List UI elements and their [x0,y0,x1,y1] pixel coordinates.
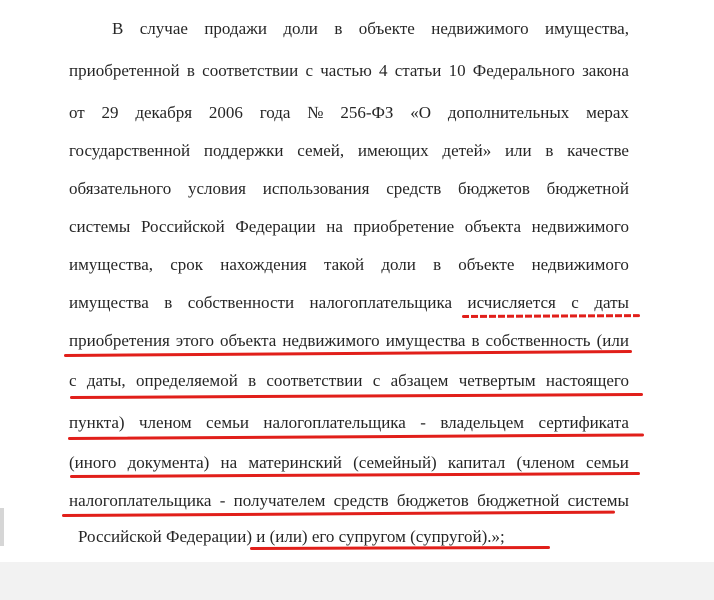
word: 10 [448,61,466,80]
paragraph-line-7 [69,250,629,280]
word: соответствии [266,371,363,390]
word: с [571,293,579,312]
word: средств [333,491,389,510]
word: имущества [69,293,149,312]
word: такой [323,255,365,274]
word: условия [187,179,246,198]
word: налогоплательщика [309,293,452,312]
word: качестве [567,141,629,160]
word: в [433,255,442,274]
word: объекта [220,331,277,350]
word: в [471,331,480,350]
word: в [186,61,195,80]
paragraph-line-8 [69,288,629,318]
red-underline-7 [250,546,550,550]
word: средств [386,179,442,198]
word: нахождения [220,255,307,274]
word: частью [320,61,372,80]
word: объекта [464,217,522,236]
word: владельцем [440,413,525,432]
scan-edge-mark [0,508,4,546]
word: имущества, [544,19,629,38]
word: семьи [206,413,249,432]
word: 256-ФЗ [340,103,394,122]
word: в [334,19,343,38]
word: 2006 [208,103,243,122]
word: бюджетной [477,491,560,510]
word: собственность [485,331,591,350]
word: от [69,103,85,122]
word: государственной [69,141,191,160]
word: продажи [204,19,267,38]
word: исчисляется [467,293,556,312]
paragraph-line-14: Российской Федерации) и (или) его супругом (супругой).»; [78,527,505,546]
word: приобретения [69,331,170,350]
word: или [504,141,532,160]
word: доли [381,255,416,274]
word: членом [139,413,192,432]
word: обязательного [69,179,172,198]
paragraph-line-3 [69,98,629,128]
word: срок [170,255,204,274]
word: бюджетов [396,491,469,510]
word: закона [582,61,629,80]
word: поддержки [203,141,284,160]
word: бюджетов [457,179,530,198]
word: пункта) [69,413,125,432]
paragraph-line-5 [69,174,629,204]
word: четвертым [458,371,536,390]
word: - [420,413,426,432]
word: системы [69,217,131,236]
word: (членом [516,453,575,472]
word: приобретенной [69,61,180,80]
word: абзацем [390,371,449,390]
word: В [112,19,124,38]
word: Российской [140,217,225,236]
word: этого [175,331,214,350]
word: системы [567,491,629,510]
word: семей, [297,141,345,160]
word: дополнительных [447,103,570,122]
word: (иного [69,453,117,472]
word: материнский [248,453,342,472]
word: с [305,61,314,80]
word: семьи [585,453,629,472]
word: имущества, [69,255,153,274]
paragraph-line-4 [69,136,629,166]
word: сертификата [538,413,629,432]
paragraph-line-6 [69,212,629,242]
word: настоящего [545,371,629,390]
word: использования [262,179,370,198]
word: в [248,371,257,390]
word: декабря [135,103,193,122]
word: налогоплательщика [263,413,406,432]
word: Федерального [472,61,575,80]
word: детей» [442,141,492,160]
word: объекте [358,19,415,38]
word: на [220,453,238,472]
word: (или [596,331,629,350]
word: 29 [101,103,119,122]
word: имеющих [357,141,429,160]
word: № [307,103,324,122]
word: объекте [458,255,515,274]
word: документа) [127,453,210,472]
word: года [259,103,291,122]
word: в [164,293,173,312]
word: Федерации [235,217,316,236]
paragraph-line-2 [69,56,629,86]
word: бюджетной [546,179,629,198]
word: недвижимого [431,19,529,38]
word: получателем [233,491,326,510]
word: на [326,217,343,236]
word: (семейный) [353,453,437,472]
word: собственности [187,293,295,312]
word: приобретение [353,217,455,236]
word: налогоплательщика [69,491,212,510]
word: даты [594,293,629,312]
word: с [372,371,381,390]
paragraph-line-10 [69,366,629,396]
word: капитал [447,453,506,472]
word: случае [139,19,188,38]
word: имущества [385,331,466,350]
word: с [69,371,77,390]
word: доли [283,19,318,38]
word: определяемой [135,371,238,390]
word: в [545,141,554,160]
word: - [219,491,226,510]
word: соответствии [202,61,299,80]
word: недвижимого [531,255,629,274]
word: 4 [379,61,388,80]
word: статьи [394,61,442,80]
word: «О [410,103,432,122]
paragraph-line-1 [112,14,629,44]
word: даты, [86,371,126,390]
word: мерах [586,103,629,122]
word: недвижимого [282,331,380,350]
word: недвижимого [531,217,629,236]
